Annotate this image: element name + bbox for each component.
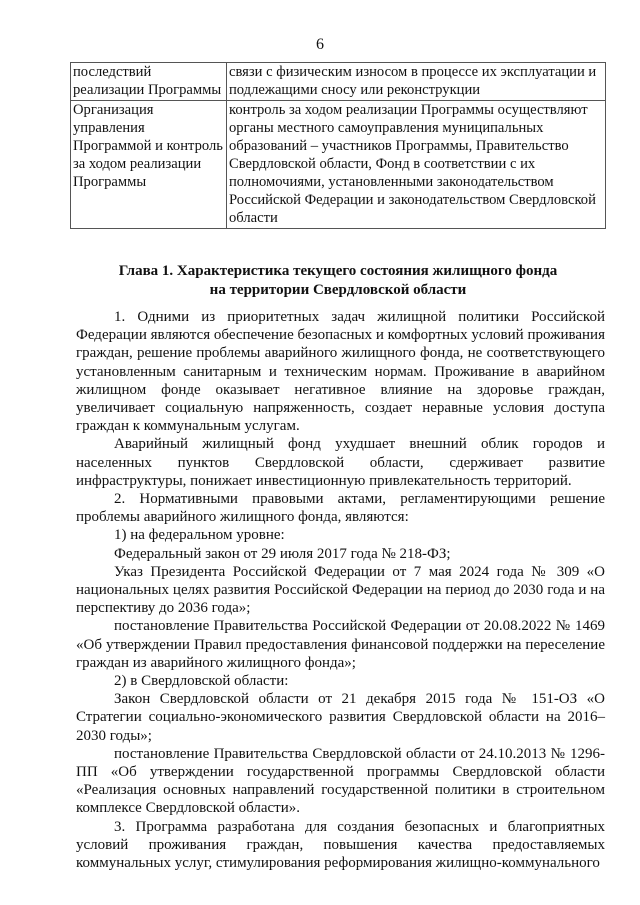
table-cell-label: последствий реализации Программы bbox=[71, 63, 227, 101]
paragraph: постановление Правительства Свердловской области от 24.10.2013 № 1296-ПП «Об утверждении государственной программы Свердловской области «Реализация основных направлений государственной политики в строительном комплексе Свердловской области». bbox=[76, 745, 605, 817]
table-cell-value: связи с физическим износом в процессе их эксплуатации и подлежащими сносу или реконструкции bbox=[227, 63, 606, 101]
paragraph: Указ Президента Российской Федерации от 7 мая 2024 года № 309 «О национальных целях развития Российской Федерации на период до 2030 года и на перспективу до 2036 года»; bbox=[76, 563, 605, 617]
body-text bbox=[76, 308, 605, 872]
paragraph: 2. Нормативными правовыми актами, регламентирующими решение проблемы аварийного жилищного фонда, являются: bbox=[76, 491, 605, 526]
program-passport-table bbox=[70, 62, 606, 229]
table-cell-value: контроль за ходом реализации Программы осуществляют органы местного самоуправления муниципальных образований – участников Программы, Правительство Свердловской области, Фонд в соответствии с их полномочиями, установленными законодательством Российской Федерации и законодательством Свердловской области bbox=[227, 101, 606, 229]
table-row bbox=[71, 101, 606, 229]
chapter-title-line-2: на территории Свердловской области bbox=[209, 281, 467, 298]
paragraph: Закон Свердловской области от 21 декабря 2015 года № 151-ОЗ «О Стратегии социально-экономического развития Свердловской области на 2016–2030 годы»; bbox=[76, 691, 605, 744]
paragraph: 2) в Свердловской области: bbox=[114, 673, 289, 690]
paragraph: 1. Одними из приоритетных задач жилищной политики Российской Федерации являются обеспечение безопасных и комфортных условий проживания граждан, решение проблемы аварийного жилищного фонда, не соответствующего установленным санитарным и техническим нормам. Проживание в аварийном жилищном фонде оказывает негативное влияние на здоровье граждан, увеличивает социальную напряженность, создает неравные условия доступа граждан к коммунальным услугам. bbox=[76, 309, 605, 435]
paragraph: постановление Правительства Российской Федерации от 20.08.2022 № 1469 «Об утверждении Правил предоставления финансовой поддержки на переселение граждан из аварийного жилищного фонда»; bbox=[76, 618, 605, 671]
chapter-title bbox=[70, 262, 606, 299]
paragraph: 3. Программа разработана для создания безопасных и благоприятных условий проживания граждан, повышения качества предоставляемых коммунальных услуг, стимулирования реформирования жилищно-коммунального bbox=[76, 818, 605, 872]
paragraph: Федеральный закон от 29 июля 2017 года № 218-ФЗ; bbox=[114, 545, 451, 562]
chapter-title-line-1: Глава 1. Характеристика текущего состояния жилищного фонда bbox=[118, 263, 558, 279]
paragraph: 1) на федеральном уровне: bbox=[114, 527, 285, 544]
table-row bbox=[71, 63, 606, 101]
table-cell-label: Организация управления Программой и контроль за ходом реализации Программы bbox=[71, 101, 227, 229]
page-number: 6 bbox=[316, 36, 324, 53]
paragraph: Аварийный жилищный фонд ухудшает внешний облик городов и населенных пунктов Свердловской области, сдерживает развитие инфраструктуры, понижает инвестиционную привлекательность территорий. bbox=[76, 436, 605, 489]
